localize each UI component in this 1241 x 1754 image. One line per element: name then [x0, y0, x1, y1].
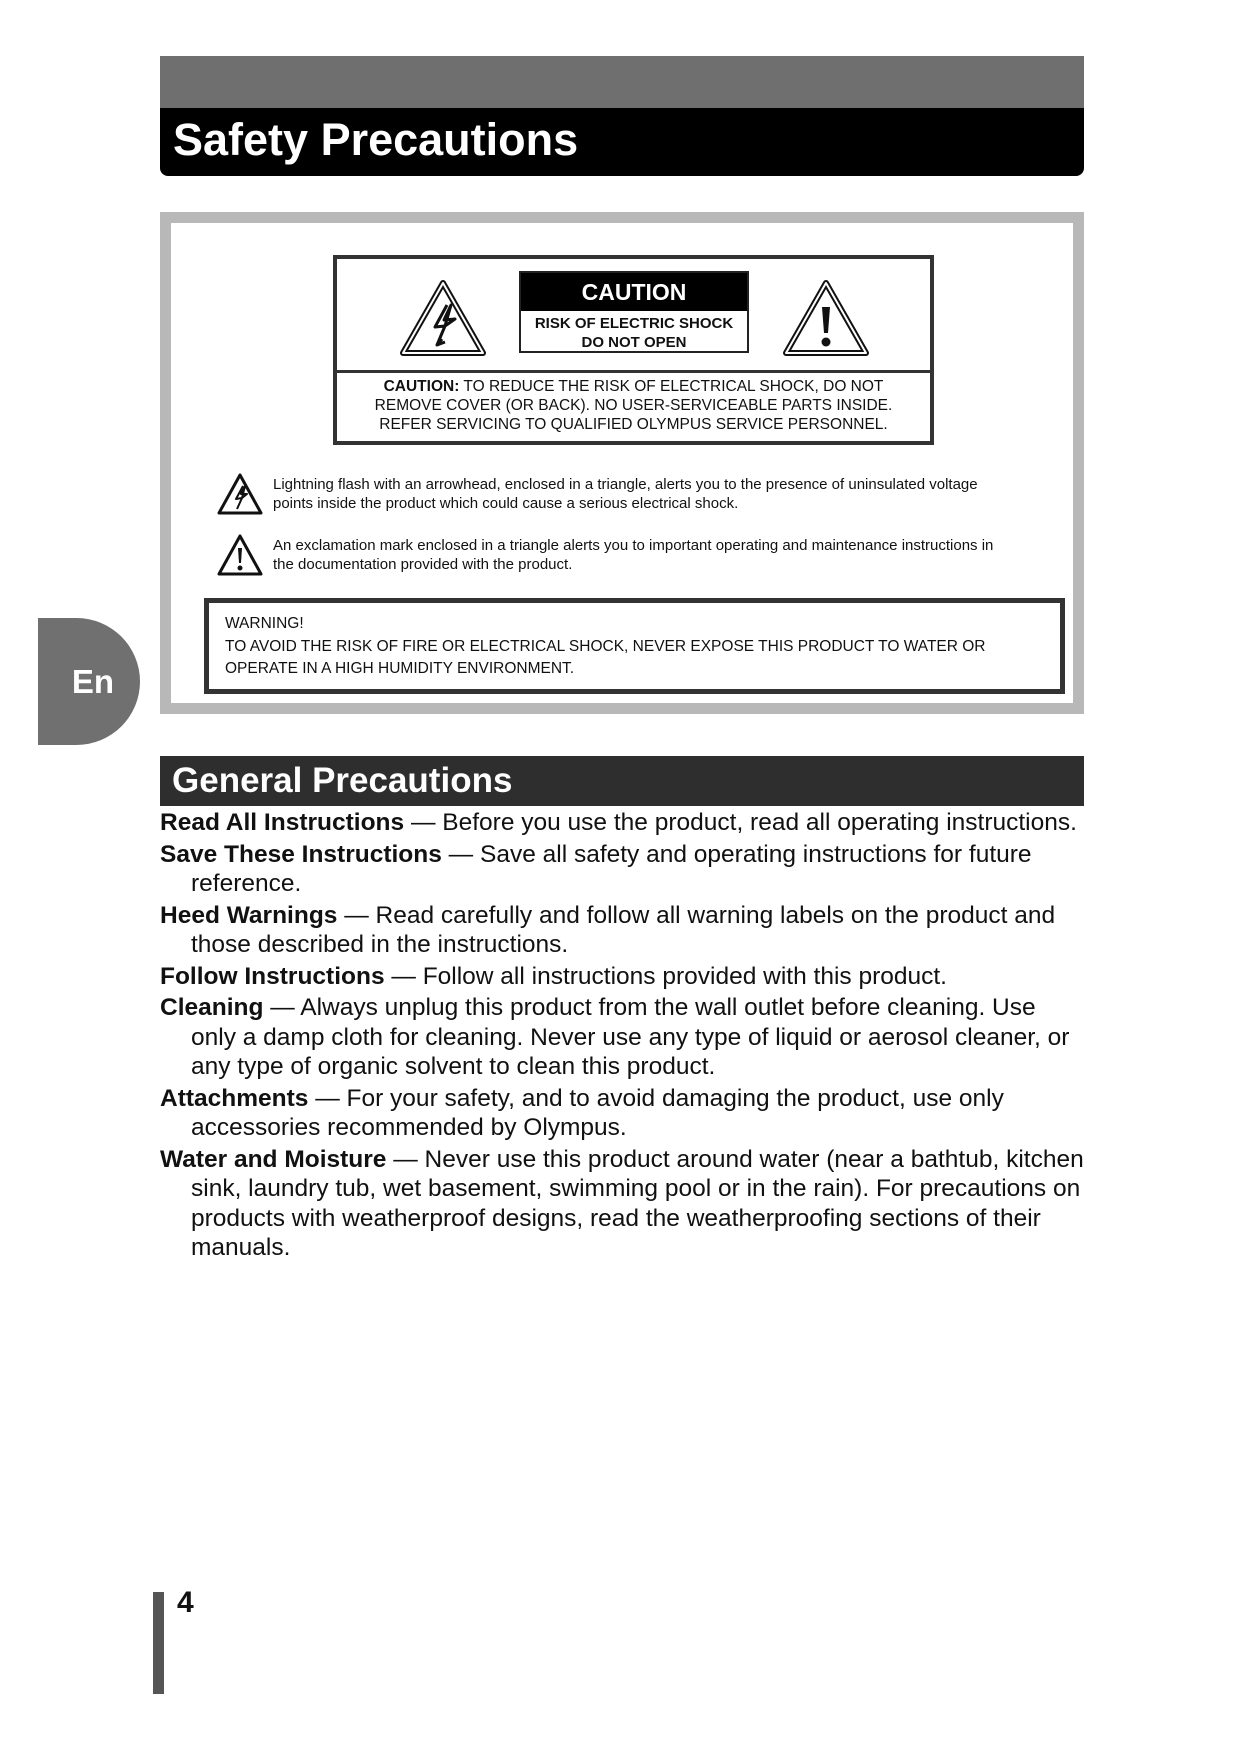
precaution-text: — Follow all instructions provided with this product. — [384, 962, 947, 990]
list-item — [160, 1084, 1084, 1143]
precaution-term: Cleaning — [160, 994, 264, 1021]
legend-line: Lightning flash with an arrowhead, enclosed in a triangle, alerts you to the presence of uninsulated voltage — [273, 476, 978, 493]
caution-notice-line: REFER SERVICING TO QUALIFIED OLYMPUS SERVICE PERSONNEL. — [379, 416, 888, 433]
general-precautions-list — [160, 808, 1084, 1265]
legend-line: points inside the product which could cause a serious electrical shock. — [273, 495, 739, 512]
precaution-text: — Never use this product around water (near a bathtub, kitchen sink, laundry tub, wet basement, swimming pool or in the rain). For precautions on products with weatherproof designs, read the weatherproofing sections of their manuals. — [191, 1145, 1084, 1261]
page-number-bar — [153, 1592, 164, 1694]
caution-label — [519, 271, 749, 353]
precaution-term: Follow Instructions — [160, 962, 385, 990]
list-item — [160, 1145, 1084, 1263]
precaution-term: Save These Instructions — [160, 840, 442, 868]
caution-label-line: DO NOT OPEN — [581, 334, 687, 351]
section-title-general-precautions: General Precautions — [160, 756, 1084, 806]
list-item — [160, 901, 1084, 960]
caution-label-frame — [333, 255, 934, 445]
symbol-legend-text — [273, 475, 1051, 513]
lightning-triangle-icon — [216, 472, 264, 516]
safety-warning-panel — [160, 212, 1084, 714]
list-item — [160, 993, 1084, 1082]
warning-line: OPERATE IN A HIGH HUMIDITY ENVIRONMENT. — [225, 660, 575, 677]
precaution-text: — Read carefully and follow all warning labels on the product and those described in the instructions. — [191, 901, 1056, 958]
exclamation-triangle-icon — [216, 533, 264, 577]
precaution-term: Read All Instructions — [160, 809, 405, 836]
lightning-triangle-icon — [399, 279, 487, 357]
caution-notice-lead: CAUTION: — [383, 378, 460, 395]
caution-label-title: CAUTION — [521, 273, 747, 311]
precaution-text: — Before you use the product, read all operating instructions. — [404, 809, 1077, 836]
page-title: Safety Precautions — [173, 114, 579, 165]
page-number: 4 — [177, 1586, 194, 1619]
language-tab — [38, 618, 140, 745]
page-header — [160, 56, 1084, 176]
language-tab-label: En — [71, 662, 115, 700]
caution-divider — [337, 370, 930, 373]
caution-notice-line: TO REDUCE THE RISK OF ELECTRICAL SHOCK, DO NOT — [463, 378, 884, 395]
symbol-legend-item — [216, 475, 1051, 513]
exclamation-triangle-icon — [782, 279, 870, 357]
precaution-term: Heed Warnings — [160, 901, 338, 929]
list-item — [160, 808, 1084, 838]
precaution-term: Water and Moisture — [160, 1145, 387, 1173]
symbol-legend-text — [273, 536, 1051, 574]
precaution-text: — Always unplug this product from the wall outlet before cleaning. Use only a damp cloth for cleaning. Never use any type of liquid or aerosol cleaner, or any type of organic solvent to clean this product. — [191, 994, 1070, 1080]
list-item — [160, 962, 1084, 992]
caution-label-top — [337, 259, 930, 370]
warning-heading: WARNING! — [225, 615, 304, 632]
list-item — [160, 840, 1084, 899]
precaution-text: — For your safety, and to avoid damaging the product, use only accessories recommended by Olympus. — [191, 1084, 1004, 1141]
caution-label-line: RISK OF ELECTRIC SHOCK — [534, 315, 734, 332]
precaution-text: — Save all safety and operating instructions for future reference. — [191, 840, 1032, 897]
caution-notice — [337, 377, 930, 434]
legend-line: An exclamation mark enclosed in a triangle alerts you to important operating and maintenance instructions in — [273, 537, 994, 554]
header-top-band — [160, 56, 1084, 108]
caution-notice-line: REMOVE COVER (OR BACK). NO USER-SERVICEABLE PARTS INSIDE. — [374, 397, 893, 414]
warning-line: TO AVOID THE RISK OF FIRE OR ELECTRICAL SHOCK, NEVER EXPOSE THIS PRODUCT TO WATER OR — [225, 637, 986, 655]
caution-label-body — [521, 311, 747, 352]
symbol-legend-item — [216, 536, 1051, 574]
legend-line: the documentation provided with the product. — [273, 556, 573, 573]
warning-box — [204, 598, 1065, 694]
precaution-term: Attachments — [160, 1084, 309, 1112]
